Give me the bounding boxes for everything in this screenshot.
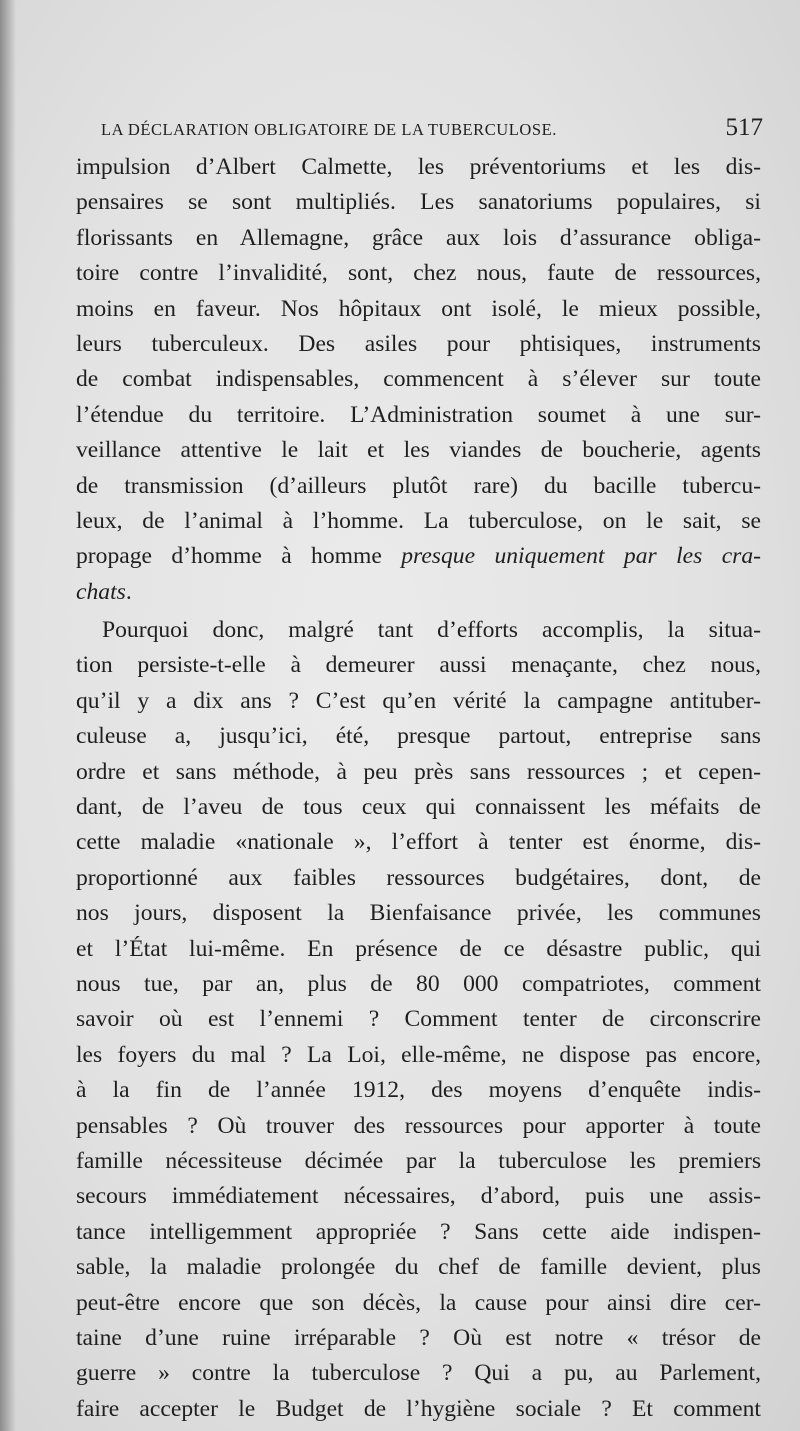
text-line: impulsion d’Albert Calmette, les préventoriums et les dis- <box>76 154 761 180</box>
text-line: famille nécessiteuse décimée par la tuberculose les premiers <box>76 1147 761 1174</box>
page-number: 517 <box>725 114 763 141</box>
page-edge-shadow <box>0 0 16 1431</box>
text-line: guerre » contre la tuberculose ? Qui a pu, au Parlement, <box>76 1360 761 1387</box>
text-line: faire accepter le Budget de l’hygiène sociale ? Et comment <box>76 1395 761 1422</box>
text-line: nos jours, disposent la Bienfaisance privée, les communes <box>76 900 761 927</box>
text-line: tance intelligemment appropriée ? Sans cette aide indispen- <box>76 1218 761 1245</box>
roman-text: propage d’homme à homme <box>76 543 402 570</box>
text-line: cette maladie «nationale », l’effort à tenter est énorme, dis- <box>76 829 761 856</box>
text-line: dant, de l’aveu de tous ceux qui connaissent les méfaits de <box>76 794 761 821</box>
text-line: leux, de l’animal à l’homme. La tuberculose, on le sait, se <box>76 507 761 534</box>
text-line: ordre et sans méthode, à peu près sans ressources ; et cepen- <box>76 758 761 785</box>
text-line: veillance attentive le lait et les viandes de boucherie, agents <box>76 437 761 464</box>
text-line: moins en faveur. Nos hôpitaux ont isolé, le mieux possible, <box>76 295 761 322</box>
text-line: toire contre l’invalidité, sont, chez nous, faute de ressources, <box>76 260 761 287</box>
italic-text: presque uniquement par les cra- <box>401 543 761 570</box>
roman-text: . <box>125 578 132 605</box>
text-line: proportionné aux faibles ressources budgétaires, dont, de <box>76 864 761 891</box>
text-line: l’étendue du territoire. L’Administration soumet à une sur- <box>76 401 761 428</box>
text-line: pensables ? Où trouver des ressources pour apporter à toute <box>76 1112 761 1139</box>
text-line: secours immédiatement nécessaires, d’abord, puis une assis- <box>76 1183 761 1210</box>
text-line: à la fin de l’année 1912, des moyens d’enquête indis- <box>76 1077 761 1104</box>
text-line: pensaires se sont multipliés. Les sanatoriums populaires, si <box>76 189 761 216</box>
text-line: de transmission (d’ailleurs plutôt rare) du bacille tubercu- <box>76 472 761 499</box>
text-line: nous tue, par an, plus de 80 000 compatriotes, comment <box>76 970 761 997</box>
text-line-mixed <box>76 575 761 610</box>
text-line-mixed <box>76 539 761 574</box>
text-line: taine d’une ruine irréparable ? Où est notre « trésor de <box>76 1324 761 1351</box>
text-line: culeuse a, jusqu’ici, été, presque partout, entreprise sans <box>76 723 761 750</box>
text-line: qu’il y a dix ans ? C’est qu’en vérité la campagne antituber- <box>76 687 761 714</box>
text-line: et l’État lui-même. En présence de ce désastre public, qui <box>76 935 761 962</box>
text-line: Pourquoi donc, malgré tant d’efforts accomplis, la situa- <box>102 617 761 644</box>
paragraph-2 <box>76 613 761 1427</box>
text-line: de combat indispensables, commencent à s’élever sur toute <box>76 366 761 393</box>
running-head <box>101 114 767 144</box>
text-line: savoir où est l’ennemi ? Comment tenter de circonscrire <box>76 1006 761 1033</box>
text-line: florissants en Allemagne, grâce aux lois d’assurance obliga- <box>76 224 761 251</box>
italic-text: chats <box>76 578 126 605</box>
body-text <box>76 150 761 1427</box>
text-line: peut-être encore que son décès, la cause pour ainsi dire cer- <box>76 1289 761 1316</box>
paragraph-1 <box>76 150 761 610</box>
text-line: sable, la maladie prolongée du chef de famille devient, plus <box>76 1254 761 1281</box>
text-line: tion persiste-t-elle à demeurer aussi menaçante, chez nous, <box>76 652 761 679</box>
text-line: les foyers du mal ? La Loi, elle-même, ne dispose pas encore, <box>76 1041 761 1068</box>
running-head-title: LA DÉCLARATION OBLIGATOIRE DE LA TUBERCULOSE. <box>101 120 557 139</box>
text-line: leurs tuberculeux. Des asiles pour phtisiques, instruments <box>76 330 761 357</box>
